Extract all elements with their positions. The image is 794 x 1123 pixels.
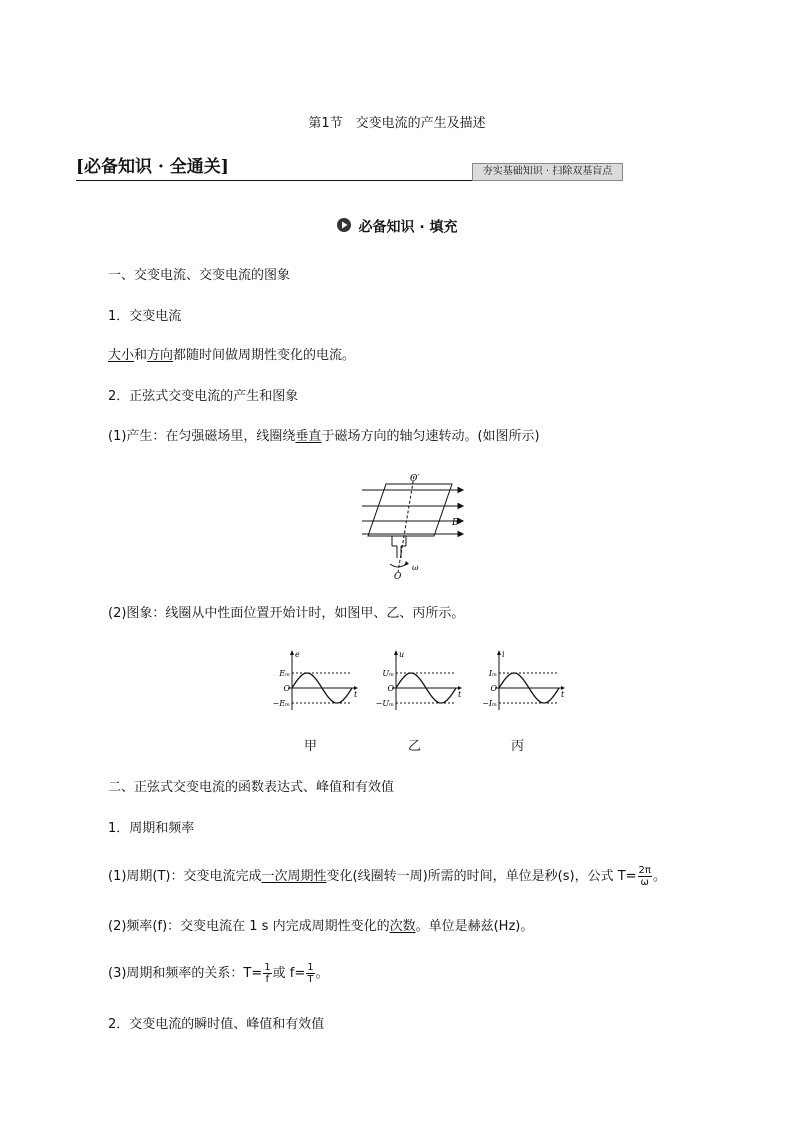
blank-direction: 方向 <box>147 348 174 363</box>
heading-2-1: 1．周期和频率 <box>108 821 195 836</box>
fraction-2pi-omega <box>638 865 652 888</box>
text-fragment: (2)频率(f)：交变电流在 1 s 内完成周期性变化的 <box>108 919 390 934</box>
paragraph-graphs: (2)图象：线圈从中性面位置开始计时，如图甲、乙、丙所示。 <box>108 606 465 621</box>
rotation-arrow-icon <box>404 561 409 566</box>
paragraph-period <box>108 862 666 892</box>
origin-label: O <box>490 684 497 693</box>
paragraph-relation <box>108 958 329 990</box>
label-b: B <box>452 518 459 528</box>
banner-title: [必备知识 · 全通关] <box>76 157 229 177</box>
coil-in-field-figure <box>356 472 466 584</box>
neg-peak-label: −Iₘ <box>482 699 497 708</box>
sine-graph-2 <box>372 648 464 718</box>
text-fragment: 于磁场方向的轴匀速转动。(如图所示) <box>321 429 540 444</box>
neg-peak-label: −Uₘ <box>375 699 394 708</box>
y-axis-arrow-icon <box>394 650 398 655</box>
label-o: O <box>394 572 402 582</box>
x-axis-label: t <box>561 690 565 699</box>
peak-label: Uₘ <box>382 669 394 678</box>
text-fragment: (1)周期(T)：交变电流完成 <box>108 869 262 884</box>
text-fragment: 都随时间做周期性变化的电流。 <box>173 348 356 363</box>
heading-1-2: 2．正弦式交变电流的产生和图象 <box>108 389 299 404</box>
peak-label: Eₘ <box>279 669 290 678</box>
sine-graph-1 <box>268 648 360 718</box>
x-axis-label: t <box>458 690 462 699</box>
heading-part-1: 一、交变电流、交变电流的图象 <box>108 268 291 283</box>
x-axis-label: t <box>354 690 358 699</box>
peak-label: Iₘ <box>488 669 497 678</box>
text-fragment: 变化(线圈转一周)所需的时间，单位是秒(s)，公式 T= <box>326 869 637 884</box>
paragraph-ac-definition <box>108 347 355 365</box>
graph-caption-2: 乙 <box>408 739 422 754</box>
fraction-numerator: 1 <box>264 962 271 973</box>
sine-graph-3 <box>475 648 567 718</box>
heading-2-2: 2．交变电流的瞬时值、峰值和有效值 <box>108 1017 325 1032</box>
play-circle-icon <box>336 217 352 237</box>
blank-one-cycle: 一次周期性 <box>261 869 327 884</box>
label-omega: ω <box>412 563 419 572</box>
text-fragment: (1)产生：在匀强磁场里，线圈绕 <box>108 429 296 444</box>
heading-1-1: 1．交变电流 <box>108 309 182 324</box>
blank-perpendicular: 垂直 <box>295 429 322 444</box>
graph-caption-3: 丙 <box>511 739 525 754</box>
heading-part-2: 二、正弦式交变电流的函数表达式、峰值和有效值 <box>108 780 395 795</box>
fraction-numerator: 2π <box>638 865 651 876</box>
fraction-numerator: 1 <box>307 962 314 973</box>
text-fragment: 。 <box>652 869 666 884</box>
fraction-denominator: ω <box>640 877 649 888</box>
section-heading <box>0 216 794 237</box>
fraction-1-t <box>306 962 314 985</box>
blank-count: 次数 <box>389 919 416 934</box>
fraction-denominator: T <box>307 974 314 985</box>
y-axis-label: u <box>399 650 405 659</box>
y-axis-arrow-icon <box>497 650 501 655</box>
text-fragment: 。单位是赫兹(Hz)。 <box>415 919 534 934</box>
fraction-1-f <box>263 962 271 985</box>
fraction-denominator: f <box>265 974 270 985</box>
neg-peak-label: −Eₘ <box>272 699 290 708</box>
text-fragment: 。 <box>315 966 329 981</box>
text-fragment: 或 f= <box>272 966 306 981</box>
coil-frame <box>368 484 452 536</box>
y-axis-arrow-icon <box>290 650 294 655</box>
paragraph-generation <box>108 428 540 446</box>
y-axis-label: e <box>295 650 300 659</box>
label-o-prime: O′ <box>410 474 420 484</box>
graph-caption-1: 甲 <box>304 739 318 754</box>
page-title: 第1节 交变电流的产生及描述 <box>308 116 486 131</box>
paragraph-frequency <box>108 918 533 936</box>
text-fragment: (3)周期和频率的关系：T= <box>108 966 263 981</box>
origin-label: O <box>387 684 394 693</box>
section-heading-text: 必备知识 · 填充 <box>358 219 458 236</box>
text-fragment: 和 <box>134 348 148 363</box>
banner-tag: 夯实基础知识 · 扫除双基盲点 <box>472 163 623 181</box>
y-axis-label: i <box>502 650 505 659</box>
blank-magnitude: 大小 <box>108 348 135 363</box>
origin-label: O <box>283 684 290 693</box>
